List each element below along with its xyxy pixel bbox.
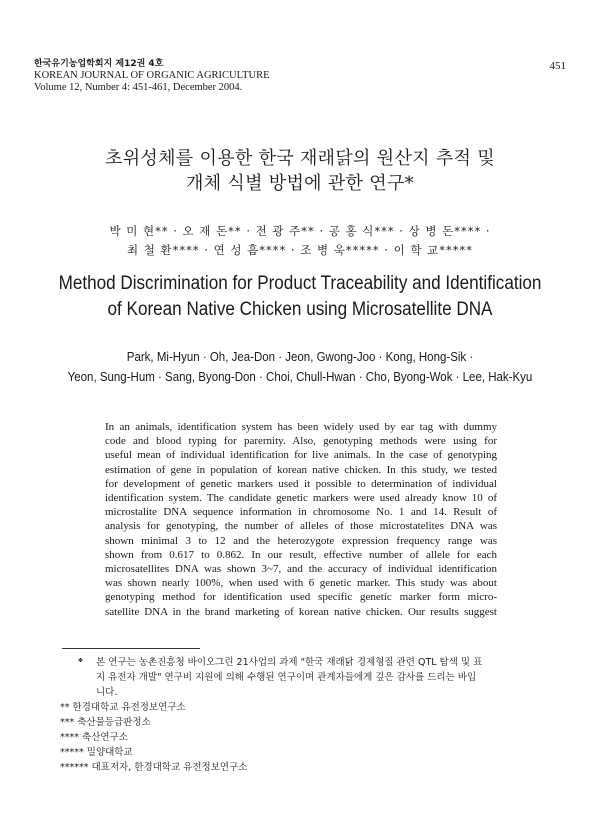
title-english [30, 271, 570, 323]
abstract-line: was shown nearly 100%, when used with 6 genetic marker. This study was about [105, 577, 497, 590]
abstract-line: shown from 0.617 to 0.862. In our result, effective number of allele for each [105, 548, 497, 561]
abstract-line: analysis for genotyping, the number of alleles of those microstatelites DNA was [105, 520, 497, 533]
footnote-text: 축산연구소 [82, 732, 128, 743]
abstract-line: shown minimal 3 to 12 and the heterozygote expression frequency range was [105, 534, 497, 547]
abstract-line: for development of genetic markers used it possible to determination of individual [105, 477, 497, 490]
title-english-line: of Korean Native Chicken using Microsatellite DNA [107, 299, 493, 320]
footnote-affiliation [60, 745, 520, 760]
abstract-line: useful mean of individual identification for live animals. In the case of genotyping [105, 449, 497, 462]
footnote-affiliation [60, 715, 520, 730]
title-korean-line: 개체 식별 방법에 관한 연구* [186, 173, 414, 194]
abstract-line: estimation of gene in population of korean native chicken. In this study, we tested [105, 463, 497, 476]
authors-english-line: Yeon, Sung-Hum · Sang, Byong-Don · Choi, Chull-Hwan · Cho, Byong-Wok · Lee, Hak-Kyu [67, 370, 533, 384]
footnote-mark: *** [60, 717, 75, 728]
authors-korean-line: 박 미 현** · 오 재 돈** · 전 광 주** · 공 홍 식*** · 상 병 돈**** · [109, 224, 491, 238]
abstract-line: identification system. The candidate genetic markers were used already know 10 of [105, 492, 497, 505]
footnote-text-line: 지 유전자 개발" 연구비 지원에 의해 수행된 연구이며 관계자들에게 깊은 감사를 드리는 바입 [96, 672, 477, 683]
title-english-line: Method Discrimination for Product Traceability and Identification [58, 273, 542, 294]
footnote-mark: * [78, 657, 83, 668]
footnote-affiliation [60, 760, 520, 775]
abstract-line: microsatellites DNA was shown 3~7, and the accuracy of individual identification [105, 563, 497, 576]
abstract-line: satellite DNA in the brand marketing of korean native chicken. Our results suggest [105, 605, 497, 618]
journal-name-korean: 한국유기농업학회지 제12권 4호 [34, 59, 164, 69]
abstract-line: In an animals, identification system has been widely used by ear tag with dummy [105, 421, 497, 433]
footnote-affiliation [60, 730, 520, 745]
authors-korean-line: 최 철 환**** · 연 성 흠**** · 조 병 욱***** · 이 학 교***** [127, 243, 473, 257]
title-korean [0, 146, 600, 196]
footnote-affiliation [60, 700, 520, 715]
footnote-text: 한경대학교 유전정보연구소 [72, 702, 186, 713]
abstract-line: code and blood typing for parernity. Also, genotyping methods were using for [105, 435, 497, 448]
volume-info: Volume 12, Number 4: 451-461, December 2004. [34, 82, 243, 93]
journal-name-english: KOREAN JOURNAL OF ORGANIC AGRICULTURE [34, 70, 270, 81]
page-number: 451 [549, 60, 566, 72]
authors-korean [0, 222, 600, 260]
footnotes [60, 655, 520, 775]
journal-header [34, 58, 574, 94]
footnote-mark: **** [60, 732, 79, 743]
footnote-text-line: 본 연구는 농촌진흥청 바이오그린 21사업의 과제 "한국 재래닭 경제형질 관련 QTL 탐색 및 표 [96, 657, 483, 668]
footnote-mark: ***** [60, 747, 84, 758]
authors-english-line: Park, Mi-Hyun · Oh, Jea-Don · Jeon, Gwong-Joo · Kong, Hong-Sik · [126, 350, 474, 364]
abstract [105, 420, 497, 619]
title-korean-line: 초위성체를 이용한 한국 재래닭의 원산지 추적 및 [105, 148, 495, 169]
footnote-text: 축산물등급판정소 [77, 717, 151, 728]
footnote-mark: ****** [60, 762, 89, 773]
footnote-text: 밀양대학교 [86, 747, 133, 758]
footnote-funding [60, 655, 520, 700]
footnote-divider [62, 648, 200, 649]
footnote-mark: ** [60, 702, 70, 713]
abstract-line: genotyping method for identification used specific genetic marker form micro- [105, 591, 497, 604]
footnote-text-line: 니다. [96, 687, 118, 698]
footnote-text: 대표저자, 한경대학교 유전정보연구소 [91, 762, 248, 773]
abstract-line: microstalite DNA sequence information in chromosome No. 1 and 14. Result of [105, 506, 497, 519]
authors-english [24, 347, 576, 387]
